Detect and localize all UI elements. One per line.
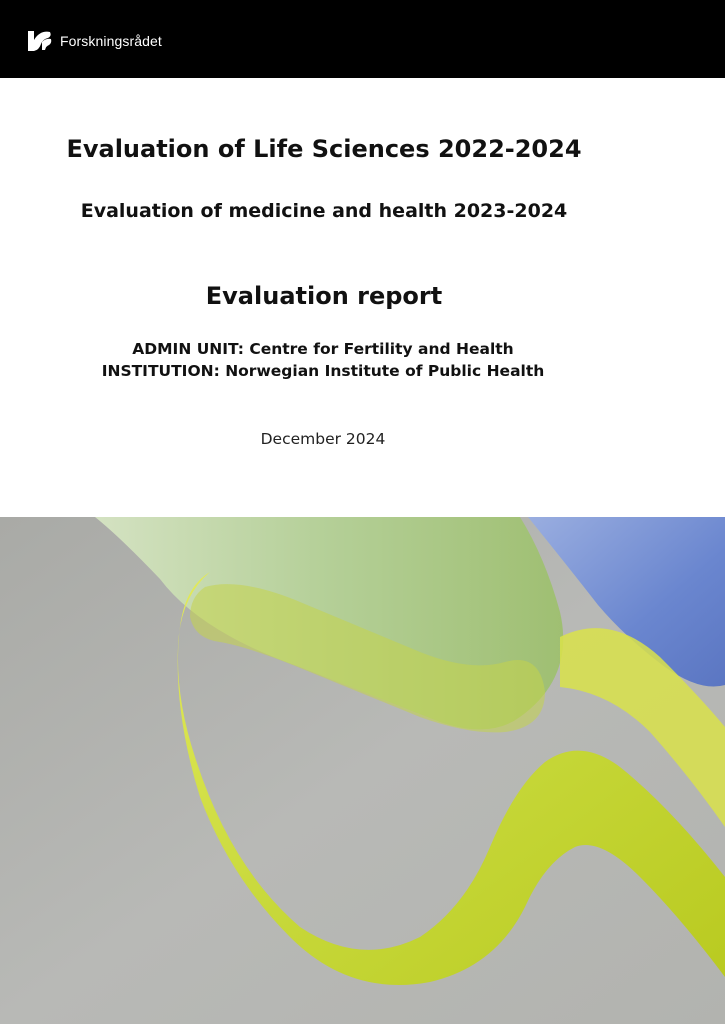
forskningsradet-logo-icon — [26, 28, 54, 54]
document-subtitle: Evaluation of medicine and health 2023-2024 — [80, 200, 568, 222]
admin-unit: ADMIN UNIT: Centre for Fertility and Health — [132, 340, 514, 358]
logo — [26, 28, 162, 54]
cover-image — [0, 517, 725, 1024]
document-title: Evaluation of Life Sciences 2022-2024 — [66, 135, 582, 163]
report-date: December 2024 — [260, 430, 386, 448]
header-bar — [0, 0, 725, 78]
logo-text: Forskningsrådet — [60, 33, 162, 49]
institution: INSTITUTION: Norwegian Institute of Public Health — [101, 362, 545, 380]
report-title: Evaluation report — [205, 282, 443, 310]
